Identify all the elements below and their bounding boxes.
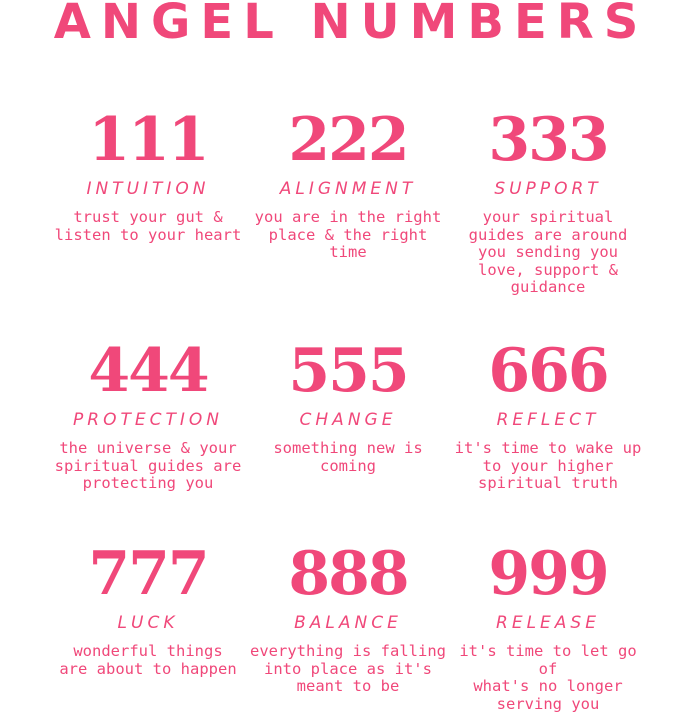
angel-number-description: trust your gut & listen to your heart: [54, 208, 242, 244]
angel-number-meaning: RELEASE: [496, 613, 600, 633]
angel-number: 444: [88, 336, 208, 406]
angel-number-description: your spiritual guides are around you sending you love, support & guidance: [468, 208, 628, 296]
angel-number-description: wonderful things are about to happen: [59, 642, 237, 678]
number-card-555: [248, 336, 448, 475]
angel-number: 777: [88, 539, 208, 609]
angel-number-description: everything is falling into place as it's meant to be: [250, 642, 446, 695]
angel-number-meaning: ALIGNMENT: [279, 179, 417, 199]
number-card-444: [48, 336, 248, 493]
angel-number-meaning: BALANCE: [294, 613, 402, 633]
angel-number: 333: [488, 105, 608, 175]
number-card-111: [48, 105, 248, 244]
angel-number-description: something new is coming: [273, 439, 423, 475]
number-card-333: [448, 105, 648, 297]
angel-number-description: it's time to let go of what's no longer serving you: [459, 642, 637, 713]
angel-number: 555: [288, 336, 408, 406]
angel-number: 999: [488, 539, 608, 609]
angel-number-description: the universe & your spiritual guides are protecting you: [54, 439, 242, 492]
angel-number: 111: [88, 105, 208, 175]
angel-number-meaning: PROTECTION: [73, 410, 223, 430]
angel-number: 666: [488, 336, 608, 406]
page-title: ANGEL NUMBERS: [53, 0, 649, 50]
number-card-888: [248, 539, 448, 696]
angel-number-meaning: INTUITION: [86, 179, 210, 199]
angel-number-description: it's time to wake up to your higher spiritual truth: [454, 439, 642, 492]
angel-number-description: you are in the right place & the right time: [254, 208, 442, 261]
number-card-999: [448, 539, 648, 713]
angel-number: 222: [288, 105, 408, 175]
angel-number: 888: [288, 539, 408, 609]
number-card-666: [448, 336, 648, 493]
angel-number-meaning: LUCK: [117, 613, 179, 633]
angel-number-meaning: REFLECT: [496, 410, 600, 430]
angel-number-meaning: SUPPORT: [494, 179, 602, 199]
angel-number-meaning: CHANGE: [299, 410, 397, 430]
number-card-777: [48, 539, 248, 678]
number-card-222: [248, 105, 448, 262]
